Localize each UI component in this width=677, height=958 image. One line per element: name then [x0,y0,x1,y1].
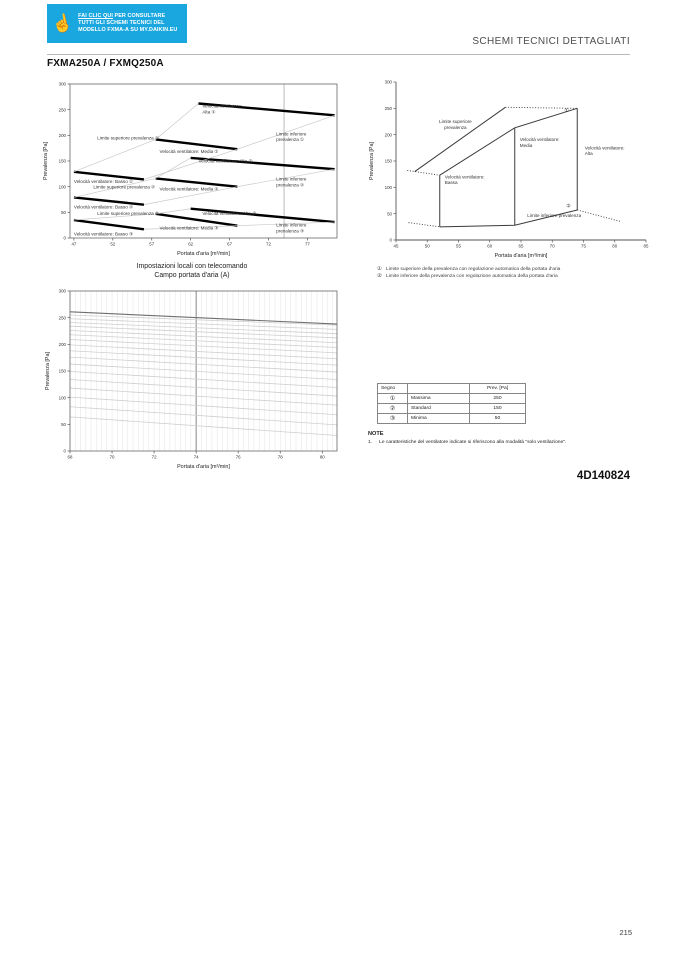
y-tick-label: 300 [384,79,392,85]
x-tick-label: 76 [235,454,241,460]
curve-label: Limite inferiore [276,222,307,228]
range-chart-title-line1: Impostazioni locali con telecomando [136,263,248,270]
y-tick-label: 150 [58,368,66,374]
y-tick-label: 100 [58,395,66,401]
y-tick-label: 200 [58,132,66,138]
y-tick-label: 250 [384,105,392,111]
y-tick-label: 50 [61,209,66,215]
x-tick-label: 57 [149,241,155,247]
x-tick-label: 62 [188,241,194,247]
x-axis-label: Portata d'aria [m³/min] [177,464,230,470]
col-header-blank [408,384,470,394]
cell-symbol: ② [378,404,408,414]
cell-label: Massima [408,394,470,404]
x-tick-label: 70 [549,243,555,249]
y-tick-label: 250 [58,107,66,113]
page-header-title: SCHEMI TECNICI DETTAGLIATI [472,36,630,47]
x-tick-label: 85 [643,243,649,249]
x-tick-label: 72 [151,454,157,460]
fan-chart-right [352,74,658,266]
curve-label: Alta ① [202,109,216,115]
curve-label: Limite inferiore prevalenza [527,212,582,218]
fan-curve [70,364,337,379]
fan-curve [70,380,337,397]
y-tick-label: 200 [58,341,66,347]
x-tick-label: 65 [518,243,524,249]
x-tick-label: 52 [110,241,116,247]
bottom-left-dotted [409,223,440,227]
legend-note-text: Limite superiore della prevalenza con regolazione automatica della portata d'aria [386,267,561,272]
fan-curve [70,417,337,436]
banner-link[interactable] [47,4,187,43]
curve-label: Alta [584,151,593,157]
y-tick-label: 300 [58,81,66,87]
legend-note-item [377,273,639,280]
cell-symbol: ③ [378,414,408,424]
x-axis-label: Portata d'aria [m³/min] [494,253,548,259]
y-tick-label: 300 [58,288,66,294]
curve-label: Velocità ventilatore: Alta ③ [202,210,257,216]
bottom-right-dotted [577,210,621,222]
curve-label: Limite superiore prevalenza ③ [97,210,160,216]
curve-label: prevalenza [444,124,467,130]
y-tick-label: 150 [58,158,66,164]
cell-symbol: ① [378,394,408,404]
fan-curve [70,372,337,388]
velocita-basso-2 [74,197,144,204]
curve-label: Velocità ventilatore: [519,136,560,142]
curve-label: Velocità ventilatore: Media ③ [159,225,219,231]
velocita-basso-3 [74,220,144,229]
curve-label: Velocità ventilatore: Basso ② [73,204,134,210]
curve-label: Limite superiore prevalenza ① [97,135,160,141]
col-header-segno: Segno [378,384,408,394]
y-tick-label: 50 [61,421,66,427]
x-tick-label: 67 [227,241,233,247]
fan-curve [70,345,337,359]
curve-label: Media [519,142,533,148]
x-tick-label: 68 [67,454,73,460]
x-tick-label: 72 [266,241,271,247]
y-tick-label: 100 [58,184,66,190]
cell-label: Minima [408,414,470,424]
y-tick-label: 250 [58,315,66,321]
curve-label: Velocità ventilatore: Media ② [159,186,219,192]
curve-label: Velocità ventilatore: Basso ③ [73,231,134,237]
note-heading: NOTE [368,431,384,437]
pressure-table [377,383,526,424]
curve-label: ① [564,108,569,115]
cell-value: 250 [470,394,526,404]
table-row [378,414,526,424]
curve-label: Velocità ventilatore: Media ① [159,148,219,154]
note-block [368,431,642,446]
fan-curve [70,388,337,405]
curve-label: prevalenza ② [276,182,305,188]
curve-label: ② [566,203,571,210]
fan-chart-left [40,78,342,262]
banner-text [78,13,177,34]
curve-label: Limite superiore [439,119,472,125]
curve-label: Bassa [444,180,458,186]
note-item-text: Le caratteristiche del ventilatore indicate si riferiscono alla modalità "solo ventilazione". [379,440,567,445]
cell-value: 150 [470,404,526,414]
model-title: FXMA250A / FXMQ250A [47,58,164,69]
cell-label: Standard [408,404,470,414]
curve-label: Limite superiore prevalenza ② [93,184,156,190]
curve-label: Limite inferiore [276,176,307,182]
legend-note-text: Limite inferiore della prevalenza con regolazione automatica della portata d'aria [386,274,558,280]
banner-line-2: TUTTI GLI SCHEMI TECNICI DEL [78,20,165,26]
page-number: 215 [619,928,632,937]
y-tick-label: 150 [384,158,392,164]
range-chart [42,287,342,473]
x-tick-label: 60 [487,243,493,249]
curve-label: Velocità ventilatore: Basso ① [73,179,134,185]
curve-label: Limite inferiore [276,131,307,137]
curve-label: prevalenza ③ [276,228,305,234]
x-tick-label: 77 [304,241,310,247]
range-chart-title-line2: Campo portata d'aria (A) [154,271,230,279]
y-axis-label: Prevalenza [Pa] [43,141,49,181]
x-axis-label: Portata d'aria [m³/min] [177,251,230,257]
left-dotted [407,170,440,175]
banner-line-3: MODELLO FXMA-A SU MY.DAIKIN.EU [78,27,178,33]
circled-number: ① [377,266,383,272]
col-header-prev: Prev. [Pa] [470,384,526,394]
x-tick-label: 80 [612,243,618,249]
table-row [378,404,526,414]
y-axis-label: Prevalenza [Pa] [45,351,51,391]
fan-curve [70,397,337,415]
fan-curve [70,407,337,425]
y-tick-label: 200 [384,132,392,138]
x-tick-label: 75 [581,243,586,249]
upper-limit-curve [70,312,337,324]
y-axis-label: Prevalenza [Pa] [369,141,375,181]
plot-frame [70,291,337,451]
banner-line-1: FAI CLIC QUI PER CONSULTARE [78,13,166,19]
note-item [368,440,642,446]
curve-label: Velocità ventilatore: [202,103,243,109]
circled-number: ② [377,273,383,280]
hand-click-icon: ☝ [50,12,75,35]
y-tick-label: 0 [63,235,66,241]
doc-code: 4D140824 [576,470,630,482]
cell-value: 50 [470,414,526,424]
legend-notes [377,266,639,280]
curve-label: Velocità ventilatore: Alta ② [198,158,253,164]
curve-label: Velocità ventilatore: [444,174,485,180]
table-row [378,394,526,404]
x-tick-label: 70 [109,454,115,460]
y-tick-label: 100 [384,184,392,190]
x-tick-label: 50 [424,243,430,249]
table-header-row [378,384,526,394]
x-tick-label: 74 [193,454,199,460]
y-tick-label: 50 [387,211,392,217]
x-tick-label: 47 [71,241,77,247]
note-item-number: 1. [368,440,373,445]
range-chart-title [42,263,342,280]
legend-note-item [377,266,639,273]
x-tick-label: 78 [277,454,283,460]
y-tick-label: 0 [63,448,66,454]
fan-curve [70,351,337,365]
curve-label: prevalenza ① [276,137,305,143]
header-rule [47,54,630,55]
y-tick-label: 0 [389,237,392,243]
x-tick-label: 80 [319,454,325,460]
x-tick-label: 45 [393,243,399,249]
x-tick-label: 55 [456,243,461,249]
velocita-media-1 [156,139,238,149]
curve-label: Velocità ventilatore: [584,145,625,151]
fan-curve [70,357,337,372]
